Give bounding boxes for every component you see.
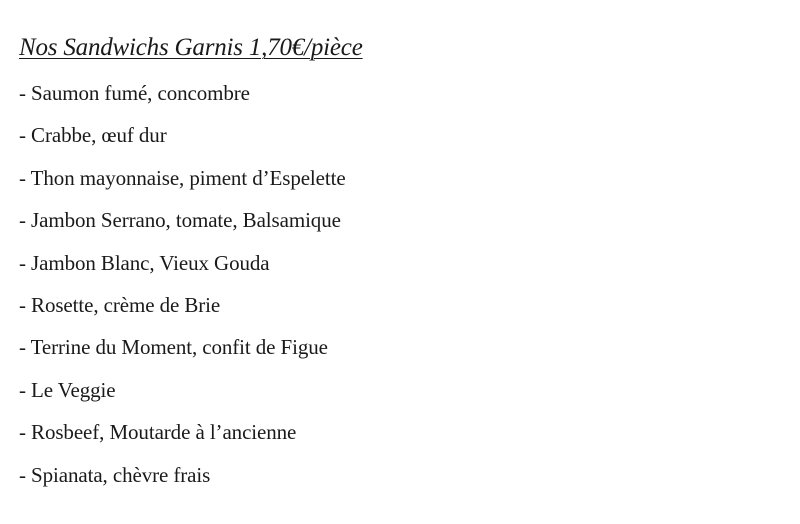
menu-title: Nos Sandwichs Garnis 1,70€/pièce bbox=[19, 34, 363, 61]
menu-item: - Thon mayonnaise, piment d’Espelette bbox=[19, 165, 346, 190]
menu-item: - Crabbe, œuf dur bbox=[19, 123, 167, 148]
menu-item: - Saumon fumé, concombre bbox=[19, 81, 250, 105]
menu-item: - Rosbeef, Moutarde à l’ancienne bbox=[19, 420, 297, 445]
menu-item: - Le Veggie bbox=[19, 377, 116, 402]
menu-list bbox=[19, 72, 779, 496]
menu-item: - Terrine du Moment, confit de Figue bbox=[19, 335, 328, 360]
menu-item: - Rosette, crème de Brie bbox=[19, 292, 221, 317]
menu-item: - Spianata, chèvre frais bbox=[19, 462, 211, 487]
sandwich-menu bbox=[19, 30, 779, 496]
menu-item: - Jambon Blanc, Vieux Gouda bbox=[19, 250, 270, 275]
menu-item: - Jambon Serrano, tomate, Balsamique bbox=[19, 208, 341, 233]
